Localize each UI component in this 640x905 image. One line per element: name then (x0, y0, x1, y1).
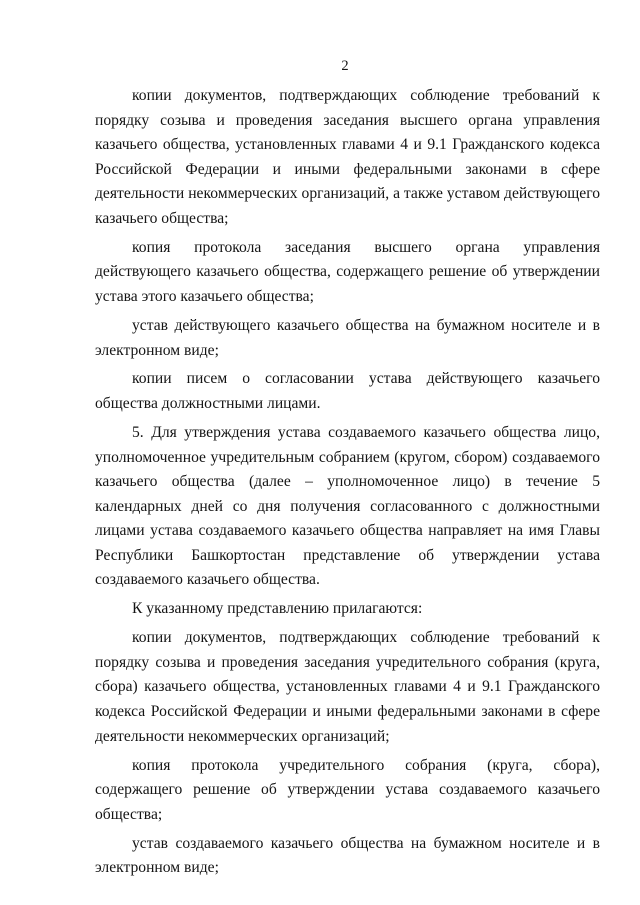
paragraph-approval-letters: копии писем о согласовании устава действующего казачьего общества должностными лицами. (95, 370, 600, 413)
page-number: 2 (341, 58, 349, 74)
paragraph-item-5: 5. Для утверждения устава создаваемого казачьего общества лицо, уполномоченное учредительным собранием (кругом, сбором) создаваемого казачьего общества (далее – уполномоченное лицо) в течение 5 календарных дней со дня получения согласованного с должностными лицами устава создаваемого казачьего общества направляет на имя Главы Республики Башкортостан представление об утверждении устава создаваемого казачьего общества. (95, 423, 600, 589)
paragraph-founding-protocol-copy: копия протокола учредительного собрания (круга, сбора), содержащего решение об утверждении устава создаваемого казачьего общества; (95, 756, 600, 823)
paragraph-protocol-copy: копия протокола заседания высшего органа управления действующего казачьего общества, содержащего решение об утверждении устава этого казачьего общества; (95, 238, 600, 306)
paragraph-new-charter: устав создаваемого казачьего общества на бумажном носителе и в электронном виде; (95, 834, 600, 877)
paragraph-attachments-heading: К указанному представлению прилагаются: (132, 600, 423, 618)
paragraph-documents-copies: копии документов, подтверждающих соблюдение требований к порядку созыва и проведения заседания высшего органа управления казачьего общества, установленных главами 4 и 9.1 Гражданского кодекса Российской Федерации и иными федеральными законами в сфере деятельности некоммерческих организаций, а также уставом действующего казачьего общества; (95, 87, 600, 227)
paragraph-existing-charter: устав действующего казачьего общества на бумажном носителе и в электронном виде; (95, 316, 600, 359)
paragraph-founding-documents-copies: копии документов, подтверждающих соблюдение требований к порядку созыва и проведения заседания учредительного собрания (круга, сбора) казачьего общества, установленных главами 4 и 9.1 Гражданского кодекса Российской Федерации и иными федеральными законами в сфере деятельности некоммерческих организаций; (95, 629, 600, 745)
document-body (95, 84, 600, 885)
